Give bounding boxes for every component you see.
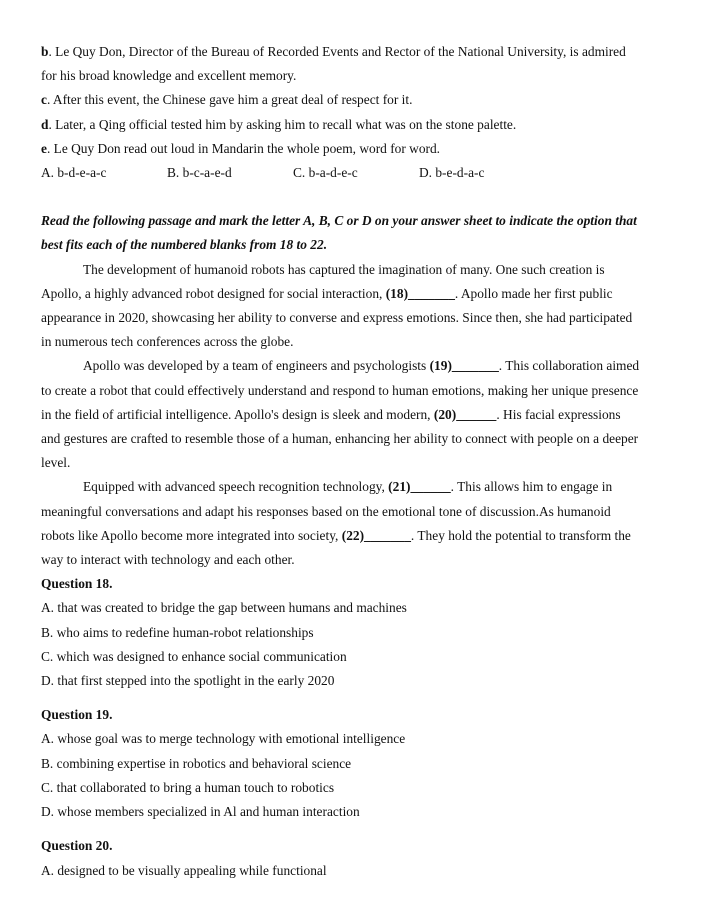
question-19 xyxy=(41,703,684,824)
passage-p1-line-1 xyxy=(41,258,684,282)
question-18-option-a[interactable]: A. that was created to bridge the gap between humans and machines xyxy=(41,600,407,616)
question-18-option-b[interactable]: B. who aims to redefine human-robot relationships xyxy=(41,624,314,640)
blank-20: ______ xyxy=(456,406,497,422)
text: . Apollo made her first public xyxy=(454,285,613,301)
text: Apollo, a highly advanced robot designed for social interaction, xyxy=(41,285,386,301)
question-19-option-a[interactable]: A. whose goal was to merge technology with emotional intelligence xyxy=(41,731,406,747)
question-19-option-c[interactable]: C. that collaborated to bring a human touch to robotics xyxy=(41,779,335,795)
question-19-option-d[interactable]: D. whose members specialized in Al and human interaction xyxy=(41,804,360,820)
passage-p3-line-2: meaningful conversations and adapt his responses based on the emotional tone of discussion.As humanoid xyxy=(41,503,611,519)
item-text: . Le Quy Don read out loud in Mandarin the whole poem, word for word. xyxy=(46,140,441,156)
text: . His facial expressions xyxy=(496,406,621,422)
ordering-option-d: D. b-e-d-a-c xyxy=(419,165,485,181)
passage-p3-line-1 xyxy=(41,475,684,499)
passage-p2-line-5: level. xyxy=(41,455,71,471)
text: robots like Apollo become more integrated into society, xyxy=(41,527,342,543)
ordering-item-d xyxy=(41,113,684,137)
instruction-line-1: Read the following passage and mark the letter A, B, C or D on your answer sheet to indicate the option that xyxy=(41,213,637,229)
item-text: . After this event, the Chinese gave him a great deal of respect for it. xyxy=(46,92,413,108)
question-18-option-d[interactable]: D. that first stepped into the spotlight in the early 2020 xyxy=(41,673,335,689)
question-19-option-b[interactable]: B. combining expertise in robotics and behavioral science xyxy=(41,755,352,771)
blank-18: _______ xyxy=(408,285,455,301)
blank-label-20: (20) xyxy=(433,406,457,422)
ordering-option-c: C. b-a-d-e-c xyxy=(293,165,358,181)
question-title: Question 20. xyxy=(41,838,113,854)
passage-p1-line-2 xyxy=(41,282,684,306)
instruction xyxy=(41,209,684,257)
passage xyxy=(41,258,684,573)
instruction-line-2: best fits each of the numbered blanks from 18 to 22. xyxy=(41,237,328,253)
ordering-item-c xyxy=(41,88,684,112)
ordering-item-b xyxy=(41,40,684,64)
text: in the field of artificial intelligence. Apollo's design is sleek and modern, xyxy=(41,406,434,422)
question-20 xyxy=(41,834,684,882)
question-18-option-c[interactable]: C. which was designed to enhance social communication xyxy=(41,648,347,664)
text: Apollo was developed by a team of engineers and psychologists xyxy=(83,358,430,374)
passage-p1-line-3: appearance in 2020, showcasing her ability to converse and express emotions. Since then, she had participated xyxy=(41,310,633,326)
ordering-item-e xyxy=(41,137,684,161)
item-letter: e xyxy=(41,140,47,156)
item-letter: c xyxy=(41,92,47,108)
blank-22: _______ xyxy=(364,527,411,543)
text: The development of humanoid robots has captured the imagination of many. One such creation is xyxy=(83,261,605,277)
question-18 xyxy=(41,572,684,693)
text: . This collaboration aimed xyxy=(498,358,640,374)
passage-p2-line-1 xyxy=(41,354,684,378)
ordering-options xyxy=(41,161,684,185)
passage-p1-line-4: in numerous tech conferences across the globe. xyxy=(41,334,294,350)
item-text: . Later, a Qing official tested him by asking him to recall what was on the stone palette. xyxy=(48,116,517,132)
blank-label-19: (19) xyxy=(429,358,452,374)
blank-21: ______ xyxy=(410,479,451,495)
passage-p2-line-2: to create a robot that could effectively understand and respond to human emotions, making her unique presence xyxy=(41,382,639,398)
text: Equipped with advanced speech recognition technology, xyxy=(83,479,389,495)
item-letter: b xyxy=(41,44,49,59)
passage-p2-line-4: and gestures are crafted to resemble those of a human, enhancing her ability to connect with people on a deeper xyxy=(41,431,639,447)
ordering-option-b: B. b-c-a-e-d xyxy=(167,165,232,181)
item-letter: d xyxy=(41,116,49,132)
passage-p2-line-3 xyxy=(41,403,684,427)
blank-label-21: (21) xyxy=(388,479,411,495)
ordering-item-b-continued: for his broad knowledge and excellent memory. xyxy=(41,68,297,84)
blank-19: _______ xyxy=(451,358,499,374)
question-title: Question 18. xyxy=(41,576,113,592)
passage-p3-line-3 xyxy=(41,524,684,548)
blank-label-18: (18) xyxy=(385,285,409,301)
item-text: . Le Quy Don, Director of the Bureau of Recorded Events and Rector of the National University, is admired xyxy=(48,44,626,59)
blank-label-22: (22) xyxy=(341,527,365,543)
question-20-option-a[interactable]: A. designed to be visually appealing while functional xyxy=(41,862,327,878)
passage-p3-line-4: way to interact with technology and each other. xyxy=(41,552,295,568)
ordering-option-a: A. b-d-e-a-c xyxy=(41,165,107,181)
text: . This allows him to engage in xyxy=(450,479,613,495)
text: . They hold the potential to transform the xyxy=(410,527,631,543)
question-title: Question 19. xyxy=(41,707,113,723)
ordering-question xyxy=(41,40,684,185)
